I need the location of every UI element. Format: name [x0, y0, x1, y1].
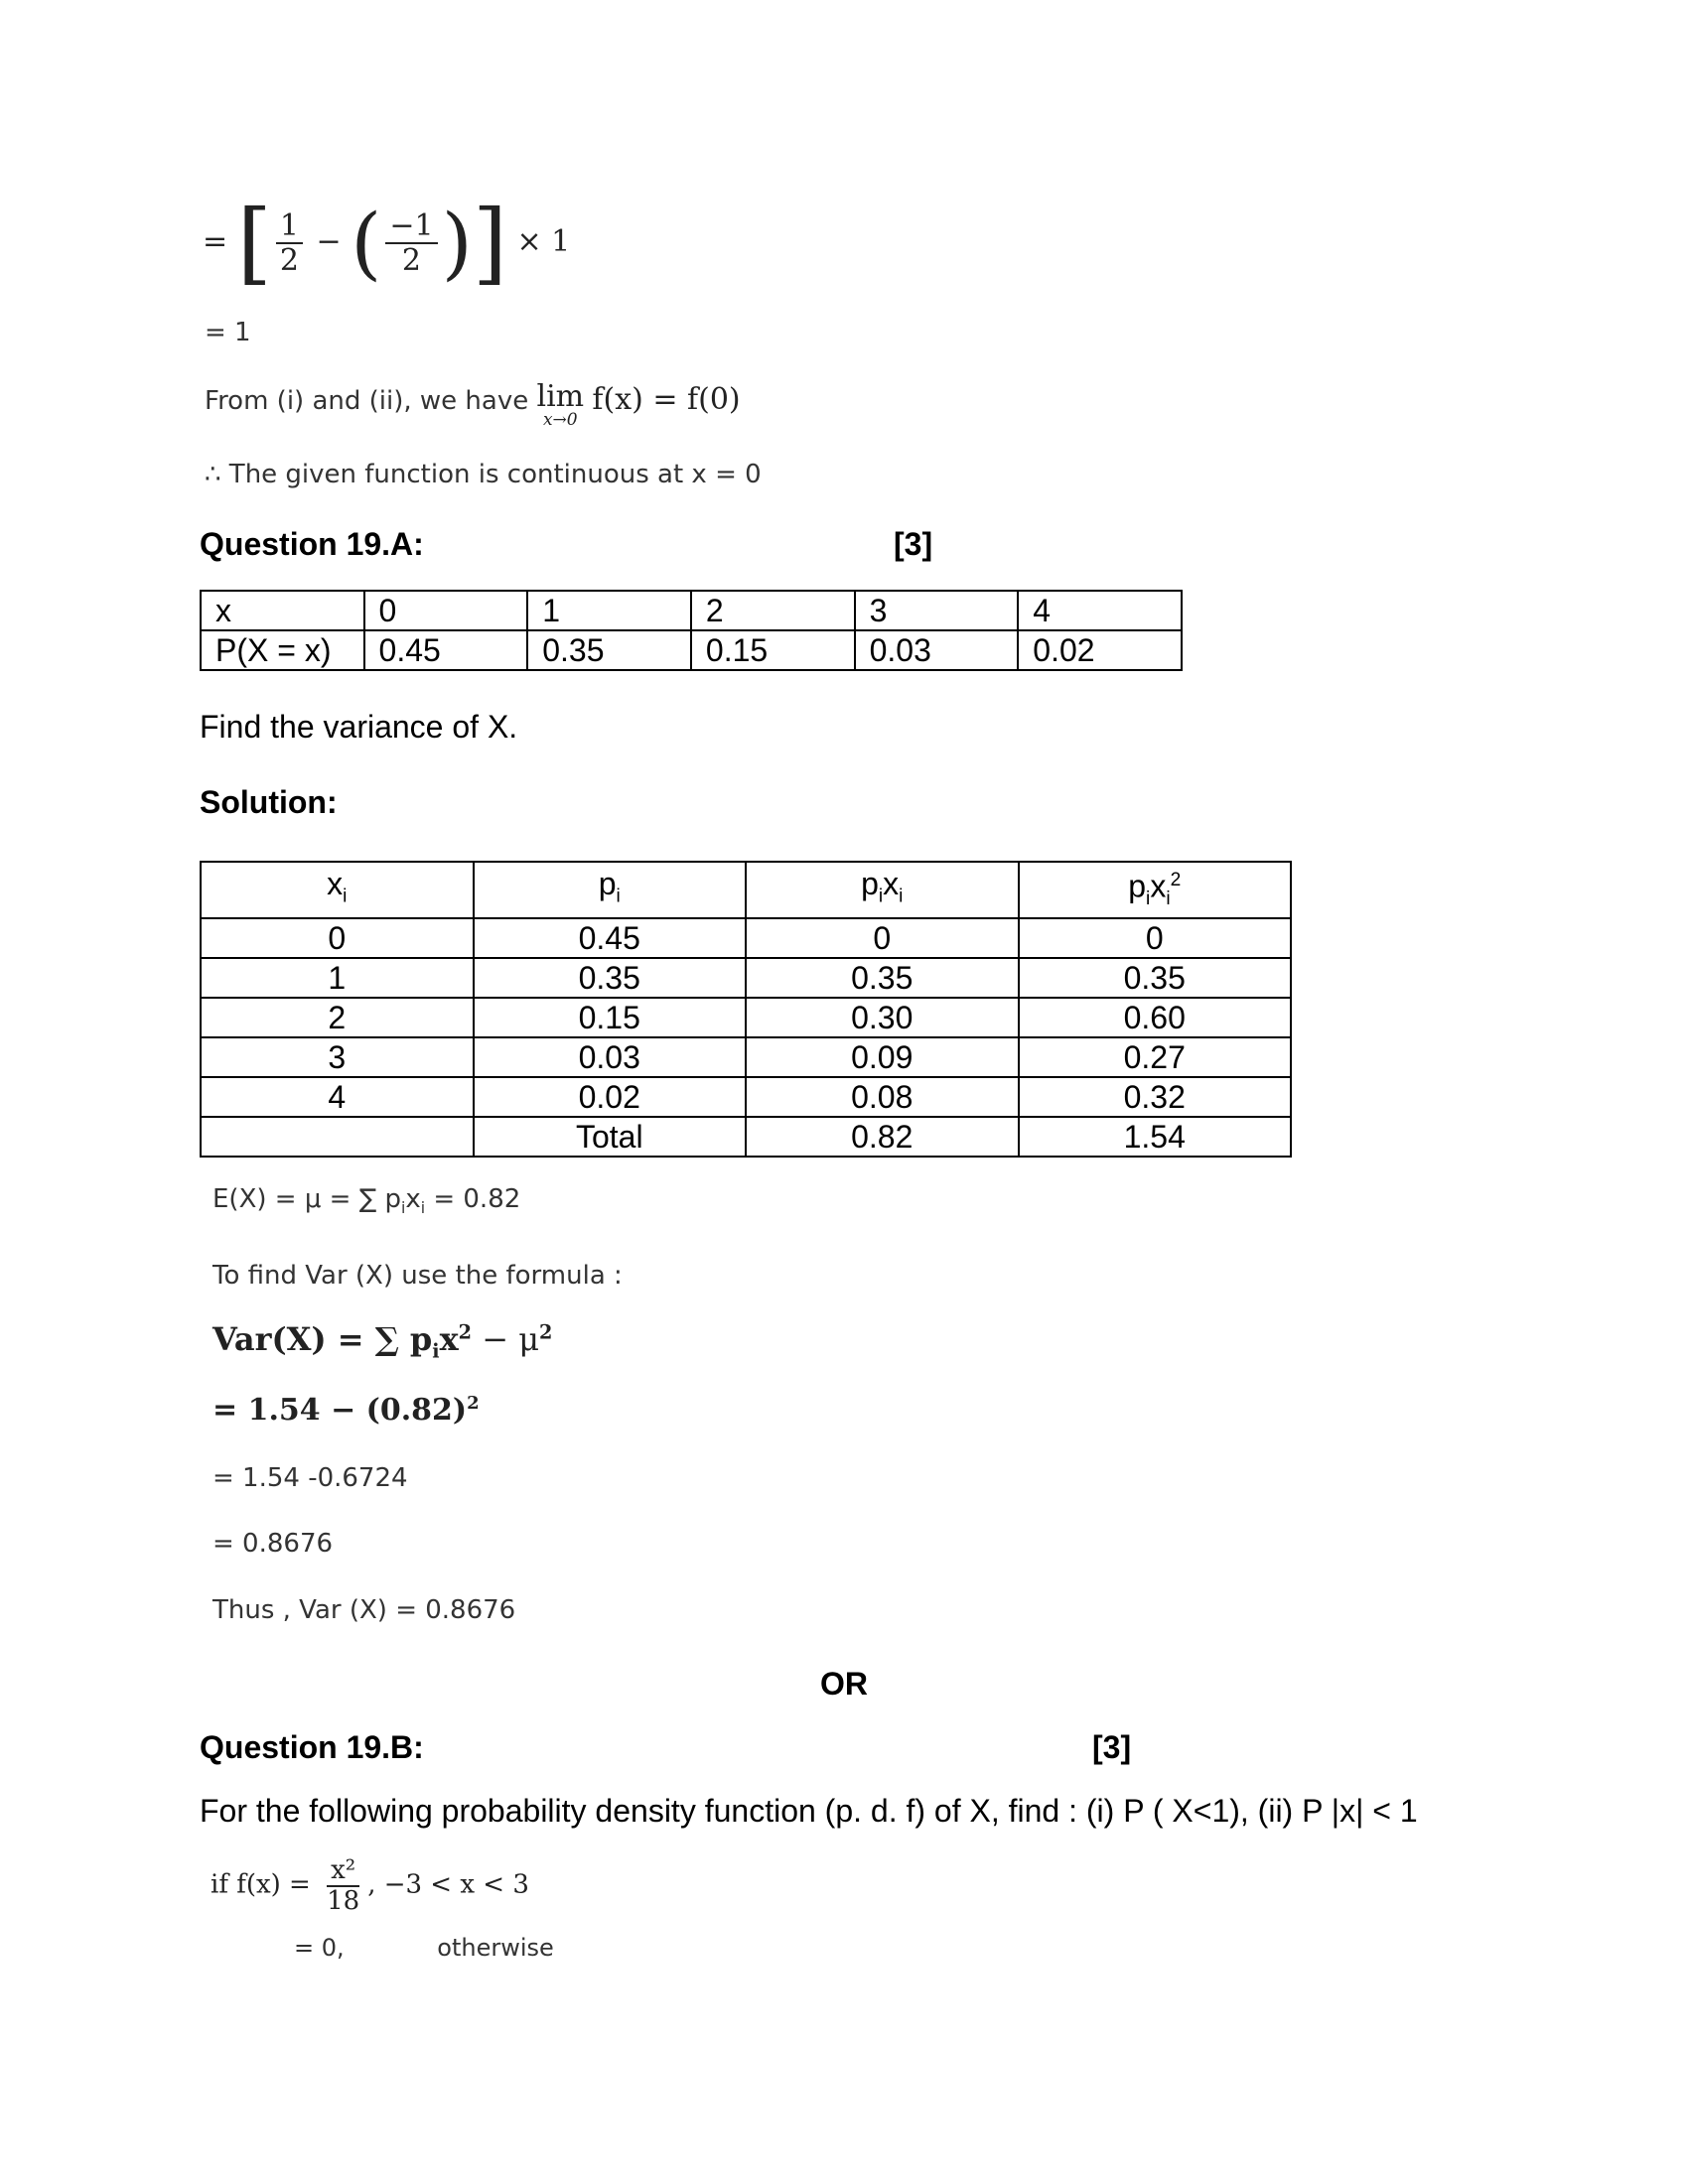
- table-header-row: [201, 862, 1291, 918]
- fraction-neg-half: [385, 209, 437, 277]
- table-cell: 2: [691, 591, 855, 630]
- question-19b-marks: [3]: [1092, 1729, 1132, 1765]
- table-cell: 0: [364, 591, 528, 630]
- table-cell: 0.35: [474, 958, 747, 998]
- table-row: [201, 1037, 1291, 1077]
- otherwise-value: = 0,: [294, 1934, 345, 1962]
- expectation-text: E(X) = μ = ∑ p: [212, 1184, 401, 1214]
- table-cell: 3: [855, 591, 1019, 630]
- table-cell: [201, 1117, 474, 1157]
- table-row: [201, 1077, 1291, 1117]
- sup-2: 2: [458, 1320, 473, 1344]
- formula-rest: − μ: [472, 1320, 539, 1358]
- expectation-value: = 0.82: [425, 1184, 521, 1214]
- header-base: x: [883, 865, 900, 901]
- header-sub: i: [616, 886, 621, 907]
- x-var: x: [405, 1184, 421, 1214]
- pdf-lhs: if f(x) =: [211, 1869, 311, 1900]
- sub-i: i: [420, 1199, 426, 1218]
- denominator: 2: [401, 243, 422, 278]
- table-cell: 4: [1018, 591, 1182, 630]
- table-cell: 0: [746, 918, 1019, 958]
- table-cell: 4: [201, 1077, 474, 1117]
- formula-intro: To find Var (X) use the formula :: [212, 1261, 623, 1291]
- table-cell: 0.09: [746, 1037, 1019, 1077]
- table-cell: P(X = x): [201, 630, 364, 670]
- table-cell: 0.35: [1019, 958, 1292, 998]
- fraction-half: [276, 209, 303, 277]
- fraction-step: [203, 191, 571, 295]
- limit-statement: [205, 379, 741, 430]
- table-cell: 0.02: [474, 1077, 747, 1117]
- variance-result: Thus , Var (X) = 0.8676: [212, 1595, 516, 1625]
- header-sub: i: [1166, 888, 1171, 910]
- table-row: [201, 918, 1291, 958]
- pdf-range: , −3 < x < 3: [367, 1869, 529, 1900]
- equals-one: = 1: [205, 318, 251, 347]
- table-cell: 1: [201, 958, 474, 998]
- variance-formula: [212, 1320, 552, 1362]
- numerator: x²: [327, 1856, 359, 1887]
- table-cell: 0.08: [746, 1077, 1019, 1117]
- header-sub: i: [878, 886, 884, 907]
- table-cell: 0: [201, 918, 474, 958]
- continuity-conclusion: ∴ The given function is continuous at x = 0: [205, 460, 762, 489]
- table-cell: 1.54: [1019, 1117, 1292, 1157]
- right-paren: ): [441, 197, 473, 289]
- right-bracket: ]: [472, 191, 507, 295]
- solution-label: Solution:: [200, 784, 338, 820]
- denominator: 18: [327, 1885, 360, 1916]
- header-base: p: [861, 865, 879, 901]
- question-19b-prompt: For the following probability density function (p. d. f) of X, find : (i) P ( X<1), (ii) P |x| < 1: [200, 1793, 1418, 1829]
- from-text: From (i) and (ii), we have: [205, 386, 529, 416]
- table-cell: 0.35: [527, 630, 691, 670]
- header-sub: i: [1146, 888, 1151, 910]
- header-pixi2: [1019, 862, 1292, 918]
- table-row: [201, 998, 1291, 1037]
- denominator: 2: [279, 243, 299, 278]
- table-cell: 0.03: [855, 630, 1019, 670]
- header-base: x: [1150, 868, 1167, 904]
- left-bracket: [: [236, 191, 272, 295]
- formula-lhs: Var(X) = ∑ p: [212, 1320, 433, 1358]
- sub-i: i: [401, 1199, 406, 1218]
- table-cell: 0.60: [1019, 998, 1292, 1037]
- table-cell: 0.32: [1019, 1077, 1292, 1117]
- question-19a-marks: [3]: [894, 526, 933, 562]
- table-cell: 0.02: [1018, 630, 1182, 670]
- or-separator: OR: [820, 1666, 868, 1702]
- question-prompt: Find the variance of X.: [200, 709, 518, 745]
- left-paren: (: [351, 197, 382, 289]
- table-cell: 0.45: [474, 918, 747, 958]
- table-cell: 1: [527, 591, 691, 630]
- otherwise-label: otherwise: [437, 1934, 554, 1962]
- substitution-step: [212, 1393, 480, 1428]
- header-sup: 2: [1170, 870, 1182, 890]
- table-cell: Total: [474, 1117, 747, 1157]
- lim-subscript: x→0: [542, 410, 578, 430]
- table-row: [201, 630, 1182, 670]
- table-cell: 0.27: [1019, 1037, 1292, 1077]
- subtraction-step: = 1.54 -0.6724: [212, 1463, 408, 1493]
- table-cell: 0.03: [474, 1037, 747, 1077]
- header-pi: [474, 862, 747, 918]
- table-cell: 2: [201, 998, 474, 1037]
- expectation-line: [212, 1184, 520, 1217]
- table-cell: 0.35: [746, 958, 1019, 998]
- times-one: × 1: [516, 224, 571, 259]
- table-cell: 0.45: [364, 630, 528, 670]
- solution-table: [200, 861, 1292, 1158]
- header-sub: i: [899, 886, 904, 907]
- pdf-definition: [211, 1856, 529, 1915]
- equals-sign: =: [203, 224, 228, 259]
- numerator: 1: [276, 209, 303, 244]
- header-sub: i: [343, 886, 348, 907]
- lim-label: lim: [536, 379, 585, 414]
- x-var: x: [439, 1320, 459, 1358]
- sub-i: i: [432, 1339, 440, 1363]
- limit-equation: f(x) = f(0): [592, 382, 741, 417]
- table-row: [201, 591, 1182, 630]
- distribution-table: [200, 590, 1183, 671]
- sup-2: 2: [467, 1393, 480, 1414]
- header-base: p: [598, 865, 617, 901]
- pdf-otherwise: [294, 1934, 554, 1962]
- substitution-text: = 1.54 − (0.82): [212, 1393, 468, 1428]
- header-base: p: [1128, 868, 1147, 904]
- question-19b-title: Question 19.B:: [200, 1729, 424, 1765]
- header-base: x: [327, 865, 344, 901]
- header-pixi: [746, 862, 1019, 918]
- table-cell: 0.15: [474, 998, 747, 1037]
- table-cell: x: [201, 591, 364, 630]
- limit: [536, 379, 585, 430]
- table-cell: 0.82: [746, 1117, 1019, 1157]
- result-step: = 0.8676: [212, 1529, 334, 1559]
- table-cell: 0.30: [746, 998, 1019, 1037]
- table-cell: 0.15: [691, 630, 855, 670]
- pdf-fraction: [323, 1856, 363, 1915]
- table-row: [201, 958, 1291, 998]
- question-19a-title: Question 19.A:: [200, 526, 424, 562]
- header-xi: [201, 862, 474, 918]
- numerator: −1: [385, 209, 437, 244]
- table-total-row: [201, 1117, 1291, 1157]
- minus-sign: −: [316, 224, 342, 259]
- table-cell: 3: [201, 1037, 474, 1077]
- table-cell: 0: [1019, 918, 1292, 958]
- sup-2: 2: [538, 1320, 553, 1344]
